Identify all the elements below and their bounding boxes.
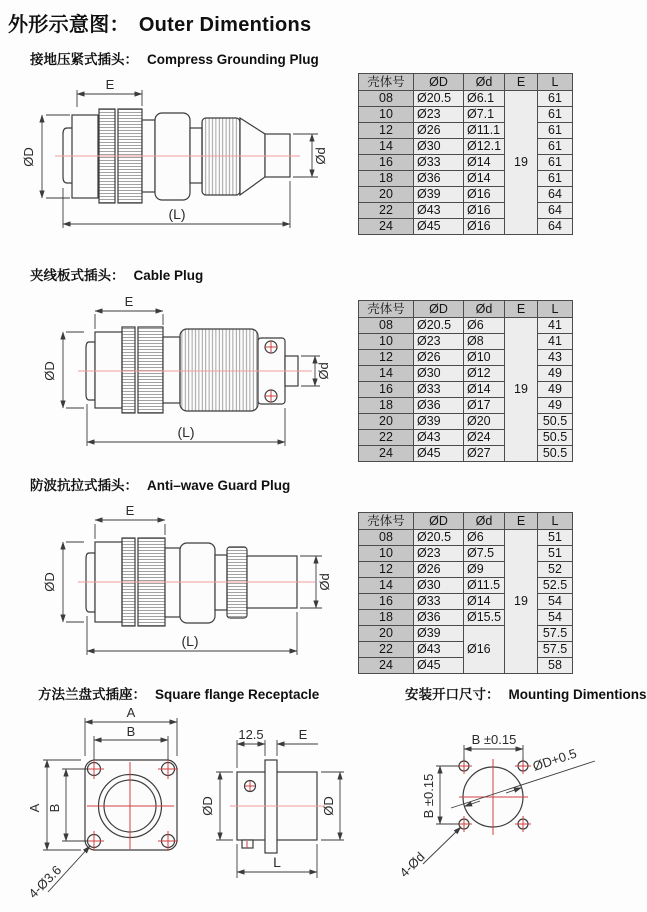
table-cell: 24	[359, 658, 414, 674]
section-label-zh: 防波抗拉式插头：	[30, 478, 138, 493]
table-cell: 43	[538, 350, 573, 366]
dim-od-label: ØD	[42, 572, 57, 592]
table-cell: 49	[538, 382, 573, 398]
table-header-row	[359, 74, 573, 91]
col-header: Ød	[464, 74, 505, 91]
table-cell: 18	[359, 398, 414, 414]
page-title-zh: 外形示意图：	[8, 14, 130, 36]
col-header: L	[538, 513, 573, 530]
table-cell: Ø39	[414, 626, 464, 642]
table-row	[359, 123, 573, 139]
col-header: 壳体号	[359, 513, 414, 530]
table-cell: 61	[538, 139, 573, 155]
table-cell: 64	[538, 203, 573, 219]
table-cell: Ø45	[414, 658, 464, 674]
table-cell: Ø23	[414, 107, 464, 123]
table-row	[359, 382, 573, 398]
table-cell: 14	[359, 578, 414, 594]
table-cell: Ø26	[414, 562, 464, 578]
dim-l-label: (L)	[181, 633, 199, 649]
section-label-en: Anti–wave Guard Plug	[147, 478, 291, 493]
table-cell: Ø43	[414, 203, 464, 219]
table-cell: Ø20.5	[414, 530, 464, 546]
cable-plug-drawing	[40, 293, 350, 453]
dim-a-label: A	[27, 803, 42, 813]
dim-od-small-label: Ød	[317, 573, 332, 591]
table-cell: Ø27	[464, 446, 505, 462]
table-cell: Ø26	[414, 123, 464, 139]
table-row	[359, 366, 573, 382]
table-cell: 50.5	[538, 446, 573, 462]
table-cell: Ø20.5	[414, 318, 464, 334]
flange-front-view	[26, 705, 178, 901]
table-cell: 64	[538, 187, 573, 203]
table-cell: Ø30	[414, 366, 464, 382]
table-cell: Ø33	[414, 155, 464, 171]
table-cell: 20	[359, 187, 414, 203]
table-cell: 12	[359, 123, 414, 139]
table-cell: 10	[359, 334, 414, 350]
table-cell: 57.5	[538, 642, 573, 658]
table-cell: 08	[359, 530, 414, 546]
table-cell: Ø16	[464, 187, 505, 203]
table-row	[359, 155, 573, 171]
table-cell: 61	[538, 171, 573, 187]
table-cell: Ø14	[464, 382, 505, 398]
table-cell: Ø6	[464, 530, 505, 546]
dim-l-label: (L)	[177, 424, 195, 440]
col-header: Ød	[464, 301, 505, 318]
table-cell: Ø24	[464, 430, 505, 446]
table-cell: 50.5	[538, 430, 573, 446]
table-cell: 22	[359, 203, 414, 219]
table-cell: 08	[359, 318, 414, 334]
section-label-en: Mounting Dimentions	[508, 687, 647, 702]
table-cell: Ø14	[464, 594, 505, 610]
section-label-en: Compress Grounding Plug	[147, 52, 319, 67]
table-cell: 10	[359, 107, 414, 123]
table-row	[359, 626, 573, 642]
table-cell: 51	[538, 546, 573, 562]
col-header: 壳体号	[359, 301, 414, 318]
table-cell: Ø14	[464, 155, 505, 171]
table-row	[359, 334, 573, 350]
section-label-zh: 安装开口尺寸：	[405, 687, 500, 702]
table-cell: Ø14	[464, 171, 505, 187]
table-row	[359, 203, 573, 219]
section-header-anti-wave-guard-plug	[30, 474, 290, 494]
table-row	[359, 594, 573, 610]
table-cell: 14	[359, 366, 414, 382]
table-cell: Ø7.1	[464, 107, 505, 123]
table-row	[359, 171, 573, 187]
table-header-row	[359, 301, 573, 318]
table-cell: 10	[359, 546, 414, 562]
table-row	[359, 350, 573, 366]
dim-l-label: (L)	[168, 206, 186, 222]
table-cell: 18	[359, 171, 414, 187]
dim-offset-label: 12.5	[238, 727, 264, 742]
table-cell: 12	[359, 350, 414, 366]
table-cell: 61	[538, 155, 573, 171]
table-row	[359, 139, 573, 155]
table-cell: Ø11.1	[464, 123, 505, 139]
table-cell: Ø7.5	[464, 546, 505, 562]
table-row	[359, 219, 573, 235]
section-label-en: Cable Plug	[133, 268, 204, 283]
section-label-zh: 夹线板式插头：	[30, 268, 125, 283]
cable-plug-table	[358, 300, 573, 462]
table-cell: 16	[359, 382, 414, 398]
section-label-en: Square flange Receptacle	[155, 687, 320, 702]
table-cell: Ø12.1	[464, 139, 505, 155]
dim-od-small-label: Ød	[313, 147, 328, 165]
table-cell: Ø39	[414, 187, 464, 203]
table-cell: Ø20.5	[414, 91, 464, 107]
table-cell: 61	[538, 107, 573, 123]
table-cell: 16	[359, 155, 414, 171]
table-header-row	[359, 513, 573, 530]
table-row	[359, 414, 573, 430]
section-label-zh: 方法兰盘式插座：	[38, 687, 146, 702]
table-cell: Ø23	[414, 334, 464, 350]
col-header: L	[538, 74, 573, 91]
dim-b-tol-label: B ±0.15	[471, 732, 517, 747]
col-header: L	[538, 301, 573, 318]
table-cell: Ø39	[414, 414, 464, 430]
table-cell: Ø15.5	[464, 610, 505, 626]
table-cell: 22	[359, 430, 414, 446]
table-cell: 57.5	[538, 626, 573, 642]
table-cell: 52.5	[538, 578, 573, 594]
table-cell-e-merged: 19	[505, 530, 538, 674]
table-cell-e-merged: 19	[505, 318, 538, 462]
table-cell-e-merged: 19	[505, 91, 538, 235]
dim-od-tol-label: ØD+0.5	[530, 745, 579, 774]
table-cell: 12	[359, 562, 414, 578]
table-cell: 49	[538, 398, 573, 414]
table-cell: Ø20	[464, 414, 505, 430]
dim-e-label: E	[298, 727, 308, 742]
col-header: ØD	[414, 513, 464, 530]
table-cell: 41	[538, 318, 573, 334]
page-title-en: Outer Dimentions	[138, 14, 312, 36]
table-cell: Ø36	[414, 171, 464, 187]
table-cell: 18	[359, 610, 414, 626]
table-cell: Ø45	[414, 219, 464, 235]
table-cell: Ø6.1	[464, 91, 505, 107]
table-cell: Ø33	[414, 382, 464, 398]
table-cell: Ø12	[464, 366, 505, 382]
table-cell: 16	[359, 594, 414, 610]
table-cell: Ø33	[414, 594, 464, 610]
table-cell: Ø10	[464, 350, 505, 366]
col-header: E	[505, 74, 538, 91]
table-cell: 54	[538, 594, 573, 610]
table-row	[359, 610, 573, 626]
table-row	[359, 530, 573, 546]
table-cell: 41	[538, 334, 573, 350]
table-cell: 54	[538, 610, 573, 626]
table-row	[359, 446, 573, 462]
table-cell: Ø11.5	[464, 578, 505, 594]
page-title	[8, 8, 311, 37]
table-row	[359, 187, 573, 203]
table-cell: Ø43	[414, 430, 464, 446]
table-cell: Ø43	[414, 642, 464, 658]
col-header: Ød	[464, 513, 505, 530]
table-cell: 24	[359, 219, 414, 235]
table-cell: 20	[359, 626, 414, 642]
table-row	[359, 562, 573, 578]
table-cell: Ø30	[414, 139, 464, 155]
table-cell: Ø36	[414, 610, 464, 626]
table-cell: Ø30	[414, 578, 464, 594]
col-header: E	[505, 513, 538, 530]
table-row	[359, 546, 573, 562]
col-header: E	[505, 301, 538, 318]
table-cell: 51	[538, 530, 573, 546]
table-row	[359, 91, 573, 107]
table-cell: Ø23	[414, 546, 464, 562]
table-row	[359, 398, 573, 414]
table-cell: 08	[359, 91, 414, 107]
table-cell: 58	[538, 658, 573, 674]
col-header: ØD	[414, 74, 464, 91]
flange-side-view	[200, 727, 344, 878]
table-cell: 61	[538, 91, 573, 107]
table-cell: 24	[359, 446, 414, 462]
table-cell: Ø16	[464, 203, 505, 219]
compress-grounding-plug-table	[358, 73, 573, 235]
table-cell: 52	[538, 562, 573, 578]
dim-od-label: ØD	[21, 147, 36, 167]
dim-holes-label: 4-Ø3.6	[25, 862, 65, 902]
table-row	[359, 318, 573, 334]
section-label-zh: 接地压紧式插头：	[30, 52, 138, 67]
table-cell: Ø26	[414, 350, 464, 366]
table-cell: 49	[538, 366, 573, 382]
dim-holes-label: 4-Ød	[396, 849, 428, 881]
table-row	[359, 107, 573, 123]
table-cell: Ø16	[464, 219, 505, 235]
table-cell: Ø6	[464, 318, 505, 334]
mounting-dimentions-view	[397, 732, 595, 880]
dim-od-label: ØD	[42, 361, 57, 381]
table-cell: Ø8	[464, 334, 505, 350]
anti-wave-guard-plug-drawing	[40, 503, 352, 663]
dim-b-label: B	[126, 724, 136, 739]
col-header: ØD	[414, 301, 464, 318]
section-header-compress-grounding-plug	[30, 48, 319, 68]
dim-a-label: A	[126, 705, 136, 720]
col-header: 壳体号	[359, 74, 414, 91]
table-row	[359, 430, 573, 446]
section-header-cable-plug	[30, 264, 203, 284]
table-cell: 64	[538, 219, 573, 235]
table-cell: 50.5	[538, 414, 573, 430]
table-cell: 14	[359, 139, 414, 155]
dim-b-label: B	[47, 803, 62, 813]
dim-e-label: E	[105, 77, 115, 92]
table-cell: 61	[538, 123, 573, 139]
dim-od-small-label: Ød	[316, 362, 331, 380]
table-cell: 20	[359, 414, 414, 430]
dim-b-tol-label: B ±0.15	[421, 773, 436, 819]
table-cell: Ø45	[414, 446, 464, 462]
dim-od-label: ØD	[200, 796, 215, 816]
anti-wave-guard-plug-table	[358, 512, 573, 674]
table-cell: Ø9	[464, 562, 505, 578]
table-cell-d-merged: Ø16	[464, 626, 505, 674]
bottom-drawings	[10, 698, 647, 912]
dim-od-label: ØD	[321, 796, 336, 816]
dim-e-label: E	[125, 503, 135, 518]
dim-e-label: E	[124, 294, 134, 309]
table-cell: 22	[359, 642, 414, 658]
compress-grounding-plug-drawing	[18, 77, 350, 236]
table-cell: Ø36	[414, 398, 464, 414]
table-cell: Ø17	[464, 398, 505, 414]
table-row	[359, 578, 573, 594]
dim-l-label: L	[273, 854, 281, 870]
